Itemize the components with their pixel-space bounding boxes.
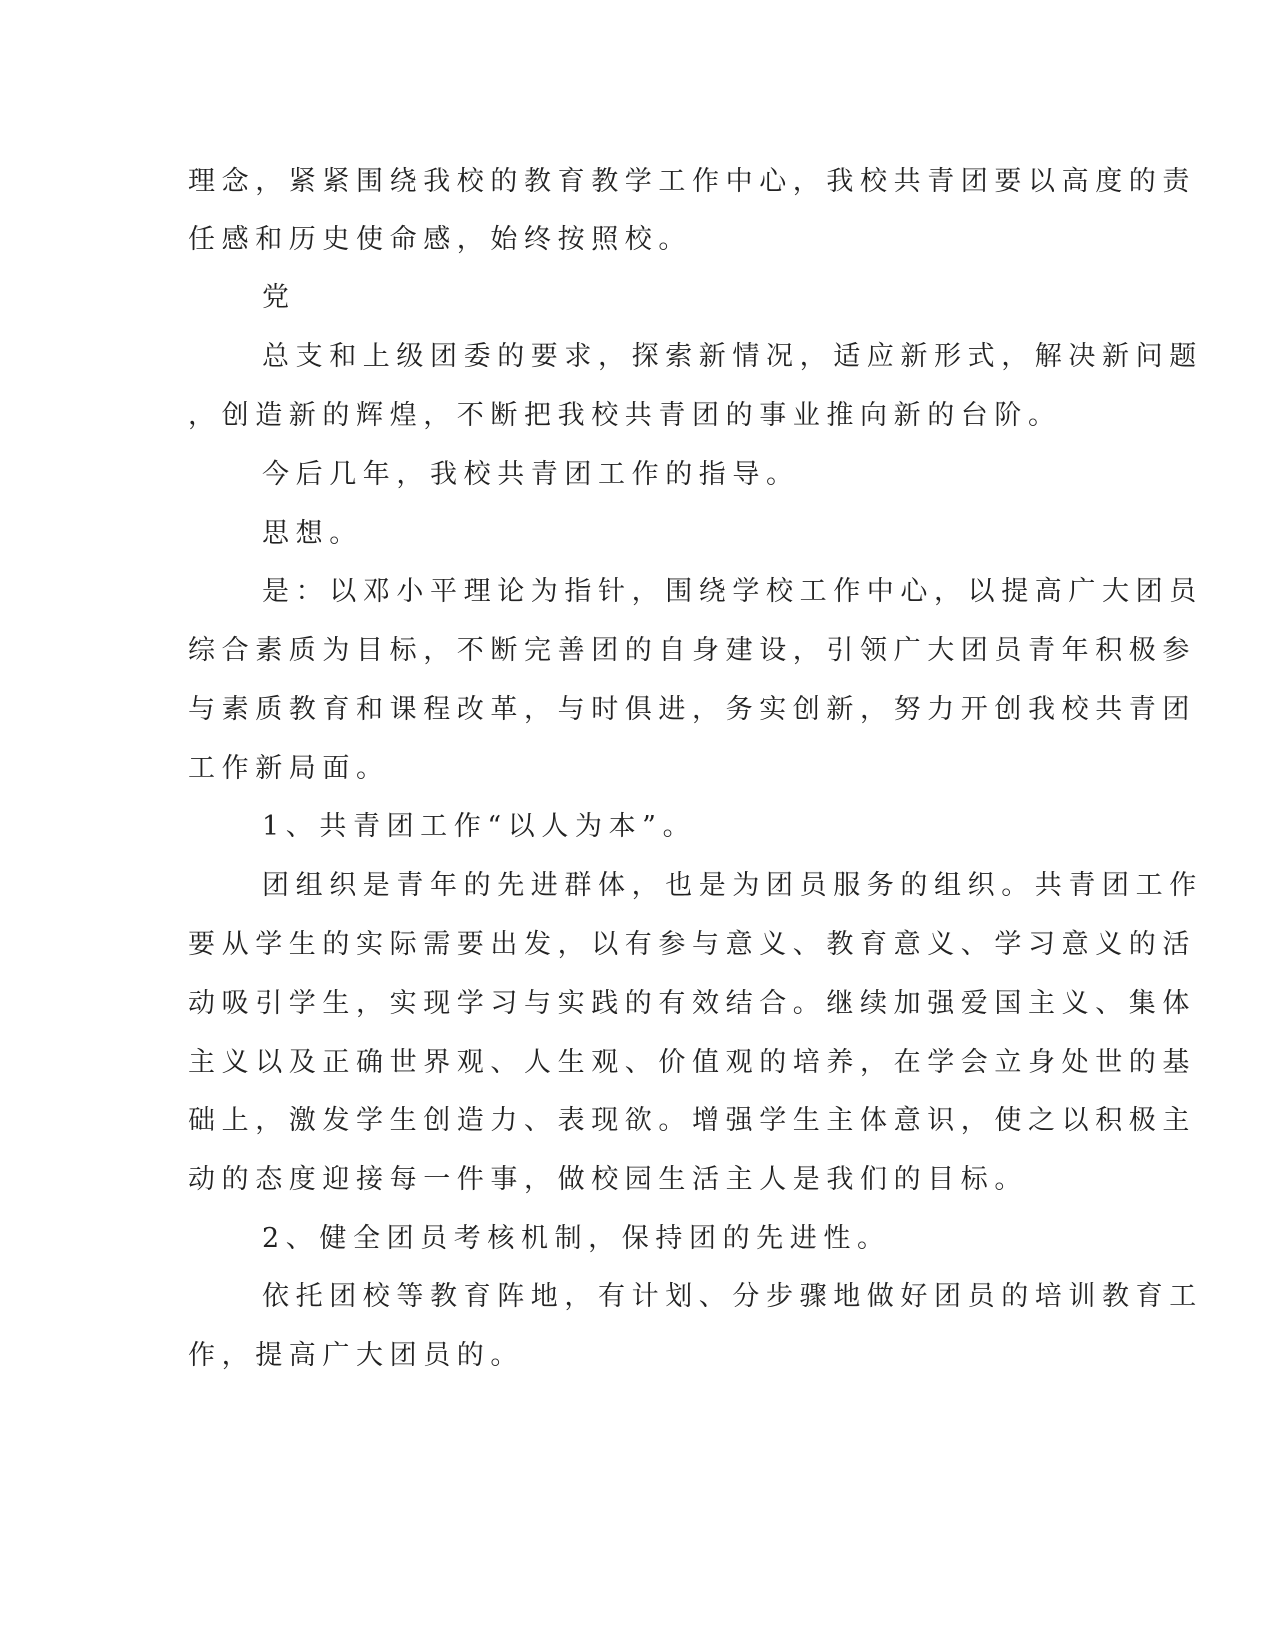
text-line: ，创造新的辉煌，不断把我校共青团的事业推向新的台阶。 [188, 400, 1062, 431]
text-line: 总支和上级团委的要求，探索新情况，适应新形式，解决新问题 [262, 341, 1203, 372]
text-line: 团组织是青年的先进群体，也是为团员服务的组织。共青团工作 [262, 870, 1203, 901]
text-line: 今后几年，我校共青团工作的指导。 [262, 459, 800, 490]
text-line: 依托团校等教育阵地，有计划、分步骤地做好团员的培训教育工 [262, 1281, 1203, 1312]
text-line: 思想。 [262, 518, 363, 549]
text-line: 与素质教育和课程改革，与时俱进，务实创新，努力开创我校共青团 [188, 694, 1196, 725]
text-line: 要从学生的实际需要出发，以有参与意义、教育意义、学习意义的活 [188, 929, 1196, 960]
text-line: 是：以邓小平理论为指针，围绕学校工作中心，以提高广大团员 [262, 576, 1203, 607]
text-line: 1、共青团工作“以人为本”。 [262, 811, 697, 842]
text-line: 动的态度迎接每一件事，做校园生活主人是我们的目标。 [188, 1164, 1028, 1195]
text-line: 础上，激发学生创造力、表现欲。增强学生主体意识，使之以积极主 [188, 1105, 1196, 1136]
text-line: 理念，紧紧围绕我校的教育教学工作中心，我校共青团要以高度的责 [188, 166, 1196, 197]
text-line: 作，提高广大团员的。 [188, 1340, 524, 1371]
text-line: 任感和历史使命感，始终按照校。 [188, 224, 692, 255]
text-line: 主义以及正确世界观、人生观、价值观的培养，在学会立身处世的基 [188, 1047, 1196, 1078]
text-line: 综合素质为目标，不断完善团的自身建设，引领广大团员青年积极参 [188, 635, 1196, 666]
text-line: 党 [262, 282, 296, 313]
text-line: 动吸引学生，实现学习与实践的有效结合。继续加强爱国主义、集体 [188, 988, 1196, 1019]
text-line: 工作新局面。 [188, 753, 390, 784]
text-line: 2、健全团员考核机制，保持团的先进性。 [262, 1223, 891, 1254]
